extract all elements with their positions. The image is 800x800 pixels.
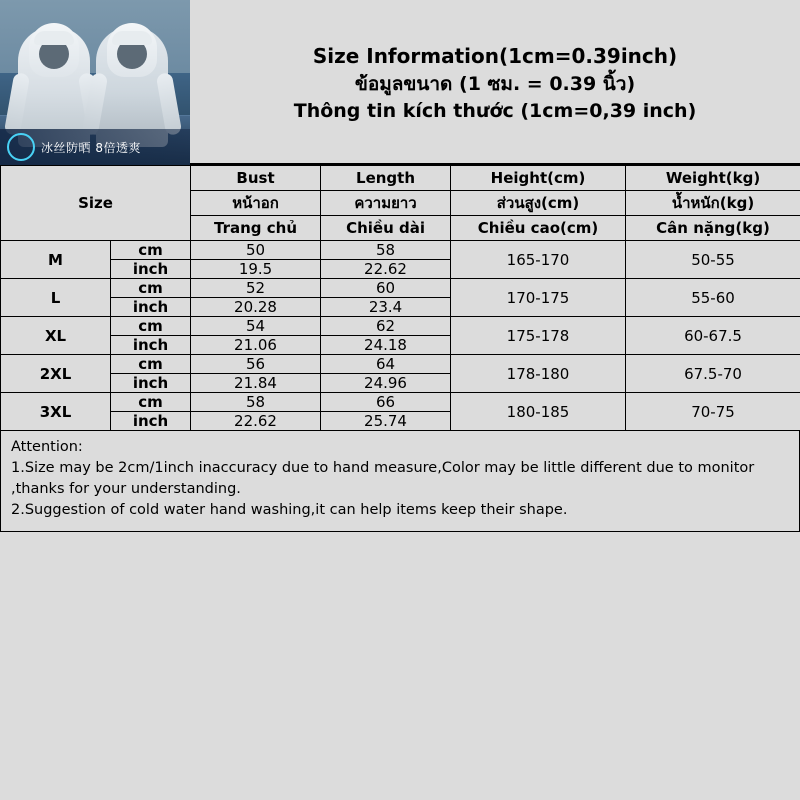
row-unit-cm: cm <box>111 317 191 336</box>
header-weight-vi: Cân nặng(kg) <box>626 216 800 241</box>
l-bust-cm: 52 <box>191 279 321 298</box>
row-unit-inch: inch <box>111 336 191 355</box>
row-size-m: M <box>1 241 111 279</box>
header-bust-vi: Trang chủ <box>191 216 321 241</box>
ring-icon <box>7 133 35 161</box>
xxl-length-cm: 64 <box>321 355 451 374</box>
feature-badge <box>0 129 190 165</box>
xxxl-bust-cm: 58 <box>191 393 321 412</box>
table-row <box>1 393 800 412</box>
header-height-en: Height(cm) <box>451 166 626 191</box>
l-length-inch: 23.4 <box>321 298 451 317</box>
row-unit-cm: cm <box>111 355 191 374</box>
l-height: 170-175 <box>451 279 626 317</box>
xxxl-weight: 70-75 <box>626 393 800 431</box>
row-unit-inch: inch <box>111 412 191 431</box>
size-table <box>0 165 800 431</box>
header-band <box>0 0 800 165</box>
header-height-th: ส่วนสูง(cm) <box>451 191 626 216</box>
title-block <box>190 0 800 163</box>
attention-line-1: 1.Size may be 2cm/1inch inaccuracy due to hand measure,Color may be little different due to monitor ,thanks for your understanding. <box>11 460 755 498</box>
attention-note <box>0 431 800 532</box>
table-row <box>1 355 800 374</box>
title-english: Size Information(1cm=0.39inch) <box>312 44 678 69</box>
xxxl-length-inch: 25.74 <box>321 412 451 431</box>
m-bust-inch: 19.5 <box>191 260 321 279</box>
header-length-en: Length <box>321 166 451 191</box>
header-bust-en: Bust <box>191 166 321 191</box>
table-row <box>1 241 800 260</box>
xxxl-length-cm: 66 <box>321 393 451 412</box>
row-unit-cm: cm <box>111 241 191 260</box>
attention-line-2: 2.Suggestion of cold water hand washing,it can help items keep their shape. <box>11 502 568 519</box>
table-header-row-en <box>1 166 800 191</box>
xl-bust-inch: 21.06 <box>191 336 321 355</box>
row-unit-inch: inch <box>111 374 191 393</box>
row-size-2xl: 2XL <box>1 355 111 393</box>
attention-heading: Attention: <box>11 439 83 455</box>
header-bust-th: หน้าอก <box>191 191 321 216</box>
l-weight: 55-60 <box>626 279 800 317</box>
header-weight-en: Weight(kg) <box>626 166 800 191</box>
model-cap <box>112 31 152 45</box>
xl-height: 175-178 <box>451 317 626 355</box>
l-bust-inch: 20.28 <box>191 298 321 317</box>
xxxl-bust-inch: 22.62 <box>191 412 321 431</box>
table-row <box>1 279 800 298</box>
xxxl-height: 180-185 <box>451 393 626 431</box>
feature-badge-label: 冰丝防晒 8倍透爽 <box>41 140 141 155</box>
row-unit-inch: inch <box>111 260 191 279</box>
header-weight-th: น้ำหนัก(kg) <box>626 191 800 216</box>
xl-length-cm: 62 <box>321 317 451 336</box>
product-photo <box>0 0 190 165</box>
row-size-3xl: 3XL <box>1 393 111 431</box>
m-length-cm: 58 <box>321 241 451 260</box>
bottom-filler <box>0 532 800 800</box>
xxl-height: 178-180 <box>451 355 626 393</box>
title-vietnamese: Thông tin kích thước (1cm=0,39 inch) <box>293 99 697 122</box>
row-size-xl: XL <box>1 317 111 355</box>
row-unit-inch: inch <box>111 298 191 317</box>
row-size-l: L <box>1 279 111 317</box>
row-unit-cm: cm <box>111 393 191 412</box>
xl-length-inch: 24.18 <box>321 336 451 355</box>
table-row <box>1 317 800 336</box>
m-bust-cm: 50 <box>191 241 321 260</box>
m-length-inch: 22.62 <box>321 260 451 279</box>
header-length-vi: Chiều dài <box>321 216 451 241</box>
header-length-th: ความยาว <box>321 191 451 216</box>
xxl-bust-cm: 56 <box>191 355 321 374</box>
model-cap <box>34 31 74 45</box>
xxl-length-inch: 24.96 <box>321 374 451 393</box>
m-weight: 50-55 <box>626 241 800 279</box>
header-size: Size <box>1 166 191 241</box>
xxl-weight: 67.5-70 <box>626 355 800 393</box>
header-height-vi: Chiều cao(cm) <box>451 216 626 241</box>
m-height: 165-170 <box>451 241 626 279</box>
xxl-bust-inch: 21.84 <box>191 374 321 393</box>
l-length-cm: 60 <box>321 279 451 298</box>
xl-weight: 60-67.5 <box>626 317 800 355</box>
title-thai: ข้อมูลขนาด (1 ซม. = 0.39 นิ้ว) <box>354 72 636 95</box>
row-unit-cm: cm <box>111 279 191 298</box>
xl-bust-cm: 54 <box>191 317 321 336</box>
